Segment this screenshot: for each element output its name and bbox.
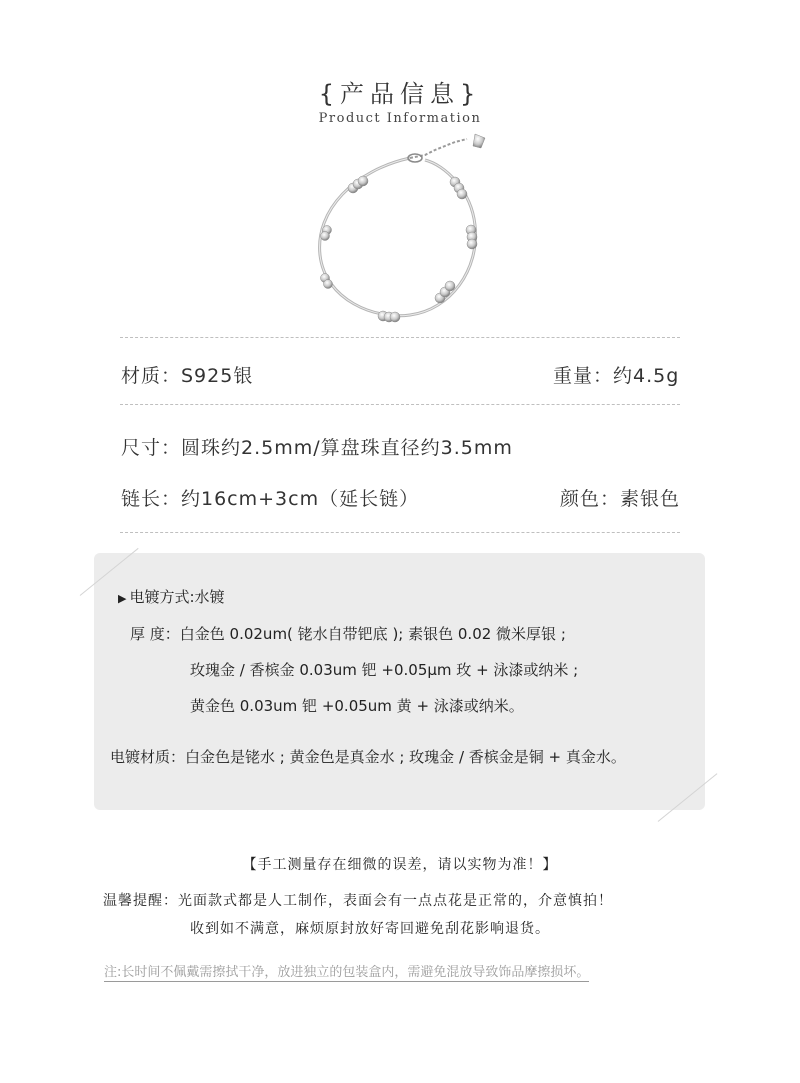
triangle-icon: ▶ — [118, 592, 127, 605]
size-spec: 尺寸：圆珠约2.5mm/算盘珠直径约3.5mm — [121, 437, 513, 459]
plating-thickness-line3: 黄金色 0.03um 钯 +0.05um 黄 + 泳漆或纳米。 — [190, 697, 524, 715]
plating-method: ▶ 电镀方式:水镀 — [118, 588, 225, 606]
divider — [120, 337, 680, 338]
reminder-line2: 收到如不满意，麻烦原封放好寄回避免刮花影响退货。 — [190, 921, 550, 937]
color-spec: 颜色：素银色 — [560, 488, 681, 510]
plating-material: 电镀材质：白金色是铑水 ; 黄金色是真金水 ; 玫瑰金 / 香槟金是铜 + 真金水。 — [110, 748, 626, 766]
page-title: {产品信息} — [318, 80, 482, 108]
divider — [120, 532, 680, 533]
reminder-line1: 温馨提醒：光面款式都是人工制作，表面会有一点点花是正常的，介意慎拍！ — [103, 893, 613, 909]
chain-length-spec: 链长：约16cm+3cm（延长链） — [121, 488, 420, 510]
material-spec: 材质：S925银 — [121, 365, 254, 387]
page-subtitle: Product Information — [318, 111, 482, 126]
plating-thickness-line1: 厚 度：白金色 0.02um( 铑水自带钯底 ); 素银色 0.02 微米厚银 ; — [130, 625, 566, 643]
bracelet-image — [295, 130, 505, 330]
care-note: 注:长时间不佩戴需擦拭干净，放进独立的包装盒内，需避免混放导致饰品摩擦损坏。 — [104, 961, 589, 982]
handmade-note: 【手工测量存在细微的误差，请以实物为准！】 — [242, 857, 558, 873]
weight-spec: 重量：约4.5g — [553, 365, 680, 387]
plating-thickness-line2: 玫瑰金 / 香槟金 0.03um 钯 +0.05μm 玫 + 泳漆或纳米 ; — [190, 661, 579, 679]
divider — [120, 404, 680, 405]
